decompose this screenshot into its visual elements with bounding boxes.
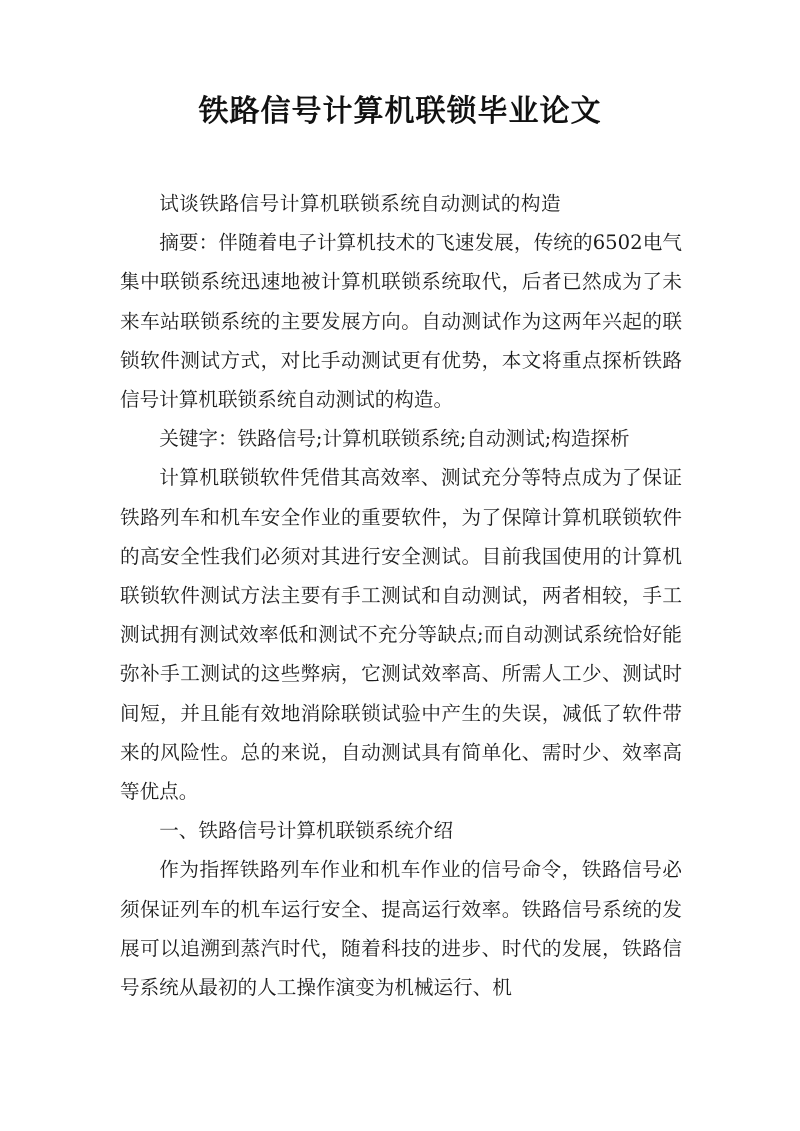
document-body (120, 184, 682, 1007)
paragraph-section-1: 作为指挥铁路列车作业和机车作业的信号命令，铁路信号必须保证列车的机车运行安全、提高运行效率。铁路信号系统的发展可以追溯到蒸汽时代，随着科技的进步、时代的发展，铁路信号系统从最初的人工操作演变为机械运行、机 (120, 858, 682, 1000)
document-title: 铁路信号计算机联锁毕业论文 (198, 94, 602, 129)
paragraph-subtitle: 试谈铁路信号计算机联锁系统自动测试的构造 (159, 192, 562, 215)
paragraph-abstract: 摘要：伴随着电子计算机技术的飞速发展，传统的6502电气集中联锁系统迅速地被计算机联锁系统取代，后者已然成为了未来车站联锁系统的主要发展方向。自动测试作为这两年兴起的联锁软件测试方式，对比手动测试更有优势，本文将重点探析铁路信号计算机联锁系统自动测试的构造。 (120, 231, 682, 412)
paragraph-keywords: 关键字：铁路信号;计算机联锁系统;自动测试;构造探析 (159, 427, 630, 451)
section-heading: 一、铁路信号计算机联锁系统介绍 (159, 819, 454, 843)
paragraph-intro: 计算机联锁软件凭借其高效率、测试充分等特点成为了保证铁路列车和机车安全作业的重要软件，为了保障计算机联锁软件的高安全性我们必须对其进行安全测试。目前我国使用的计算机联锁软件测试方法主要有手工测试和自动测试，两者相较，手工测试拥有测试效率低和测试不充分等缺点;而自动测试系统恰好能弥补手工测试的这些弊病，它测试效率高、所需人工少、测试时间短，并且能有效地消除联锁试验中产生的失误，减低了软件带来的风险性。总的来说，自动测试具有简单化、需时少、效率高等优点。 (120, 466, 682, 804)
